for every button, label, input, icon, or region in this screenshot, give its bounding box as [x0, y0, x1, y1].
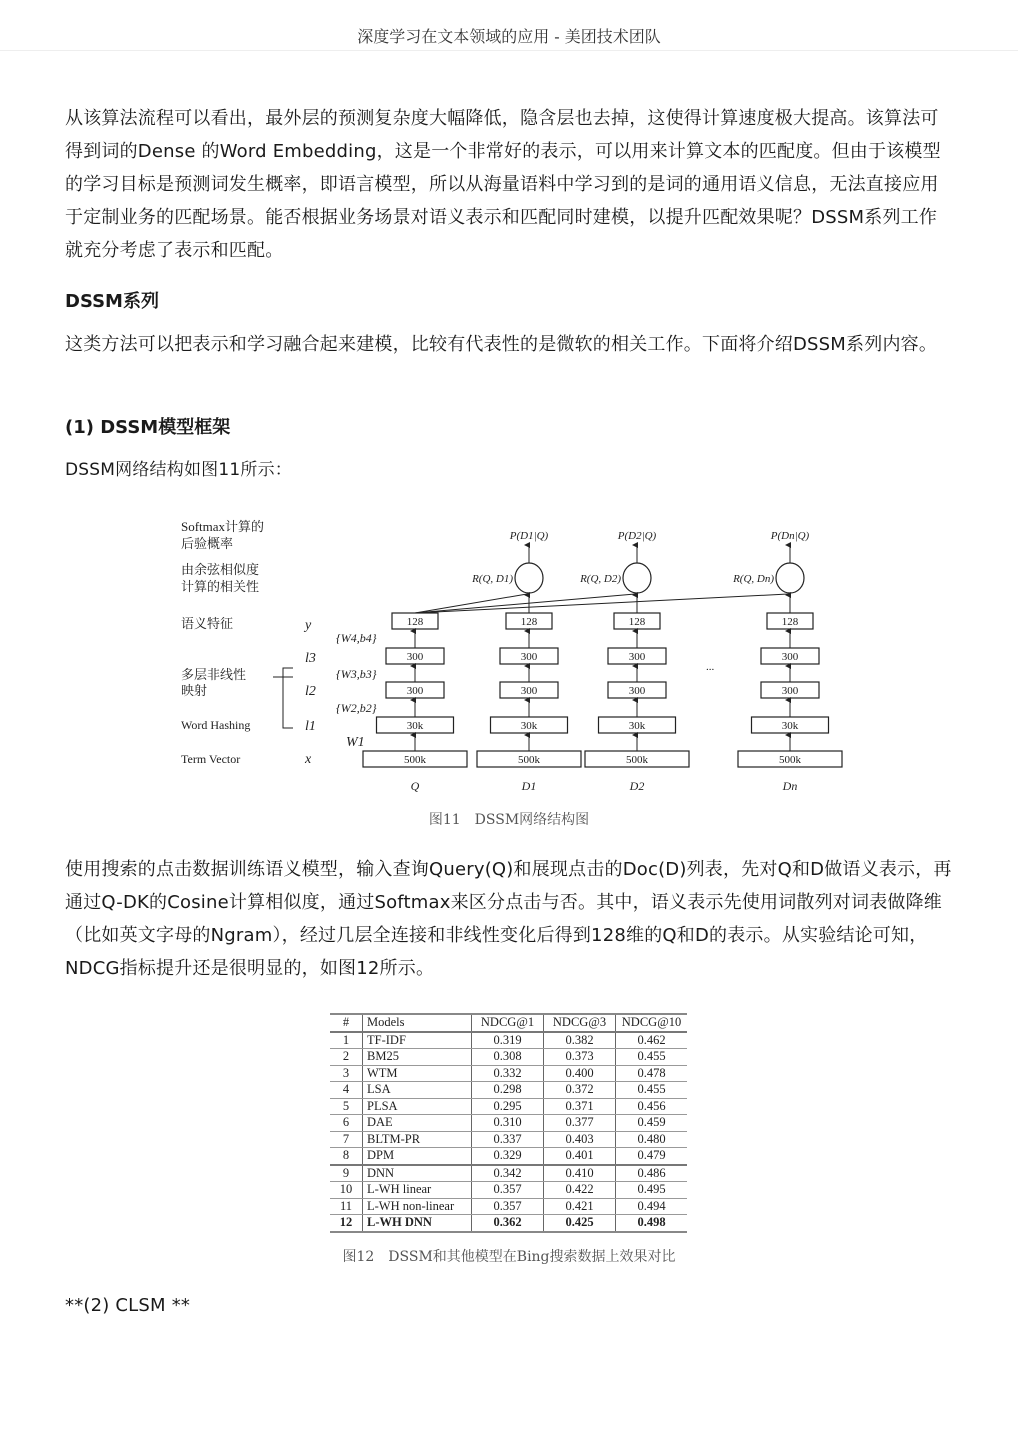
table-cell: WTM [363, 1065, 472, 1082]
relevance-label-d2: R(Q, D2) [580, 573, 621, 585]
weight-w1: W1 [346, 735, 365, 750]
table-row [330, 1148, 687, 1165]
table-cell: 0.308 [472, 1049, 544, 1066]
layer-size-q-l2: 300 [406, 685, 424, 697]
var-l2: l2 [305, 684, 316, 699]
table-row [330, 1182, 687, 1199]
table-cell: 0.295 [472, 1098, 544, 1115]
layer-size-d2-l1: 30k [628, 720, 646, 732]
table-cell: 0.456 [616, 1098, 688, 1115]
table-cell: 0.298 [472, 1082, 544, 1099]
table-cell: 0.373 [544, 1049, 616, 1066]
heading-clsm: **(2) CLSM ** [65, 1295, 191, 1316]
table-cell: 0.329 [472, 1148, 544, 1165]
column-header: # [330, 1014, 363, 1032]
table-cell: 0.372 [544, 1082, 616, 1099]
figure12-caption: 图12 DSSM和其他模型在Bing搜索数据上效果对比 [342, 1249, 676, 1265]
relevance-label-dn: R(Q, Dn) [733, 573, 774, 585]
var-y: y [305, 618, 312, 633]
table-cell: 0.342 [472, 1165, 544, 1182]
label-softmax-1: Softmax计算的 [181, 519, 265, 534]
layer-size-d2-l3: 300 [628, 651, 646, 663]
layer-size-d2-y: 128 [628, 616, 646, 628]
label-cosine-1: 由余弦相似度 [181, 562, 260, 577]
table-row [330, 1131, 687, 1148]
table-cell: 0.486 [616, 1165, 688, 1182]
cosine-node-d1 [515, 563, 543, 593]
table-cell: 6 [330, 1115, 363, 1132]
layer-size-dn-l1: 30k [781, 720, 799, 732]
label-word-hashing: Word Hashing [181, 718, 251, 732]
layer-size-d2-l2: 300 [628, 685, 646, 697]
var-l3: l3 [305, 651, 316, 666]
paragraph-dssm-intro: 这类方法可以把表示和学习融合起来建模，比较有代表性的是微软的相关工作。下面将介绍DSSM系列内容。 [65, 334, 938, 355]
weight-w3: {W3,b3} [336, 667, 377, 681]
table-row [330, 1049, 687, 1066]
layer-size-dn-l2: 300 [781, 685, 799, 697]
table-cell: 12 [330, 1215, 363, 1232]
table-cell: 1 [330, 1032, 363, 1049]
column-label-d2: D2 [629, 779, 645, 793]
table-cell: 0.362 [472, 1215, 544, 1232]
label-multilayer-2: 映射 [181, 683, 208, 698]
dssm-network-diagram [170, 510, 850, 800]
table-cell: 9 [330, 1165, 363, 1182]
table-cell: TF-IDF [363, 1032, 472, 1049]
table-cell: L-WH linear [363, 1182, 472, 1199]
table-cell: 0.319 [472, 1032, 544, 1049]
table-cell: 0.400 [544, 1065, 616, 1082]
table-cell: 0.371 [544, 1098, 616, 1115]
column-label-dn: Dn [782, 779, 798, 793]
layer-size-dn-y: 128 [781, 616, 799, 628]
heading-dssm-series: DSSM系列 [65, 291, 159, 312]
layer-size-q-y: 128 [406, 616, 424, 628]
table-row [330, 1115, 687, 1132]
table-cell: PLSA [363, 1098, 472, 1115]
table-cell: 0.479 [616, 1148, 688, 1165]
table-cell: 0.459 [616, 1115, 688, 1132]
column-header: NDCG@3 [544, 1014, 616, 1032]
header-divider [0, 50, 1018, 51]
table-cell: 0.421 [544, 1198, 616, 1215]
posterior-label-d2: P(D2|Q) [617, 530, 657, 542]
table-cell: 0.478 [616, 1065, 688, 1082]
figure11-caption: 图11 DSSM网络结构图 [428, 812, 590, 828]
var-l1: l1 [305, 719, 316, 734]
table-row [330, 1032, 687, 1049]
table-cell: 0.337 [472, 1131, 544, 1148]
layer-size-d1-l2: 300 [520, 685, 538, 697]
table-cell: L-WH non-linear [363, 1198, 472, 1215]
cosine-node-d2 [623, 563, 651, 593]
table-row [330, 1198, 687, 1215]
paragraph-dssm-training: 使用搜索的点击数据训练语义模型，输入查询Query(Q)和展现点击的Doc(D)列表，先对Q和D做语义表示，再通过Q-DK的Cosine计算相似度，通过Softmax来区分点击与否。其中，语义表示先使用词散列对词表做降维（比如英文字母的Ngram），经过几层全连接和非线性变化后得到128维的Q和D的表示。从实验结论可知，NDCG指标提升还是很明显的，如图12所示。 [65, 859, 952, 979]
table-cell: 2 [330, 1049, 363, 1066]
table-cell: 3 [330, 1065, 363, 1082]
table-cell: 5 [330, 1098, 363, 1115]
table-cell: 0.382 [544, 1032, 616, 1049]
layer-size-q-x: 500k [404, 754, 426, 766]
table-cell: 0.357 [472, 1198, 544, 1215]
ndcg-comparison-table [330, 1013, 687, 1233]
layer-size-dn-l3: 300 [781, 651, 799, 663]
table-cell: 0.455 [616, 1049, 688, 1066]
table-cell: L-WH DNN [363, 1215, 472, 1232]
table-cell: 0.480 [616, 1131, 688, 1148]
table-cell: LSA [363, 1082, 472, 1099]
var-x: x [305, 752, 312, 767]
table-row [330, 1215, 687, 1232]
heading-dssm-framework: (1) DSSM模型框架 [65, 417, 231, 438]
table-cell: 0.422 [544, 1182, 616, 1199]
column-label-q: Q [410, 779, 420, 793]
table-cell: 0.310 [472, 1115, 544, 1132]
column-label-d1: D1 [521, 779, 537, 793]
table-cell: 0.403 [544, 1131, 616, 1148]
table-cell: 0.495 [616, 1182, 688, 1199]
table-cell: 0.462 [616, 1032, 688, 1049]
table-row [330, 1165, 687, 1182]
table-row [330, 1065, 687, 1082]
table-cell: 4 [330, 1082, 363, 1099]
column-header: NDCG@10 [616, 1014, 688, 1032]
label-cosine-2: 计算的相关性 [181, 579, 260, 594]
relevance-label-d1: R(Q, D1) [472, 573, 513, 585]
paragraph-word2vec-summary: 从该算法流程可以看出，最外层的预测复杂度大幅降低，隐含层也去掉，这使得计算速度极大提高。该算法可得到词的Dense 的Word Embedding，这是一个非常好的表示，可以用来计算文本的匹配度。但由于该模型的学习目标是预测词发生概率，即语言模型，所以从海量语料中学习到的是词的通用语义信息，无法直接应用于定制业务的匹配场景。能否根据业务场景对语义表示和匹配同时建模，以提升匹配效果呢？DSSM系列工作就充分考虑了表示和匹配。 [65, 108, 941, 261]
table-cell: 10 [330, 1182, 363, 1199]
posterior-label-d1: P(D1|Q) [509, 530, 549, 542]
layer-size-dn-x: 500k [779, 754, 801, 766]
bracket [273, 668, 293, 728]
table-cell: 0.401 [544, 1148, 616, 1165]
weight-w2: {W2,b2} [336, 701, 377, 715]
layer-size-d1-x: 500k [518, 754, 540, 766]
table-cell: 0.357 [472, 1182, 544, 1199]
table-cell: 7 [330, 1131, 363, 1148]
label-multilayer-1: 多层非线性 [181, 667, 247, 682]
table-cell: 0.494 [616, 1198, 688, 1215]
layer-size-d1-l3: 300 [520, 651, 538, 663]
weight-w4: {W4,b4} [336, 631, 377, 645]
table-row [330, 1082, 687, 1099]
label-semantic: 语义特征 [181, 616, 234, 631]
posterior-label-dn: P(Dn|Q) [770, 530, 810, 542]
table-row [330, 1098, 687, 1115]
ellipsis: ... [706, 661, 715, 673]
layer-size-q-l3: 300 [406, 651, 424, 663]
table-cell: DNN [363, 1165, 472, 1182]
label-softmax-2: 后验概率 [181, 536, 234, 551]
cosine-node-dn [776, 563, 804, 593]
table-cell: BLTM-PR [363, 1131, 472, 1148]
table-cell: 0.332 [472, 1065, 544, 1082]
table-cell: DPM [363, 1148, 472, 1165]
table-cell: 0.425 [544, 1215, 616, 1232]
table-cell: BM25 [363, 1049, 472, 1066]
table-cell: 0.455 [616, 1082, 688, 1099]
table-cell: 0.410 [544, 1165, 616, 1182]
layer-size-d1-l1: 30k [520, 720, 538, 732]
table-cell: 11 [330, 1198, 363, 1215]
column-header: NDCG@1 [472, 1014, 544, 1032]
column-header: Models [363, 1014, 472, 1032]
table-cell: 0.377 [544, 1115, 616, 1132]
table-cell: 0.498 [616, 1215, 688, 1232]
paragraph-figure11-ref: DSSM网络结构如图11所示： [65, 460, 292, 480]
table-cell: DAE [363, 1115, 472, 1132]
layer-size-d1-y: 128 [520, 616, 538, 628]
page-header-title: 深度学习在文本领域的应用 - 美团技术团队 [357, 27, 661, 46]
label-term-vector: Term Vector [181, 752, 241, 766]
layer-size-q-l1: 30k [406, 720, 424, 732]
layer-size-d2-x: 500k [626, 754, 648, 766]
table-header-row [330, 1014, 687, 1032]
table-cell: 8 [330, 1148, 363, 1165]
